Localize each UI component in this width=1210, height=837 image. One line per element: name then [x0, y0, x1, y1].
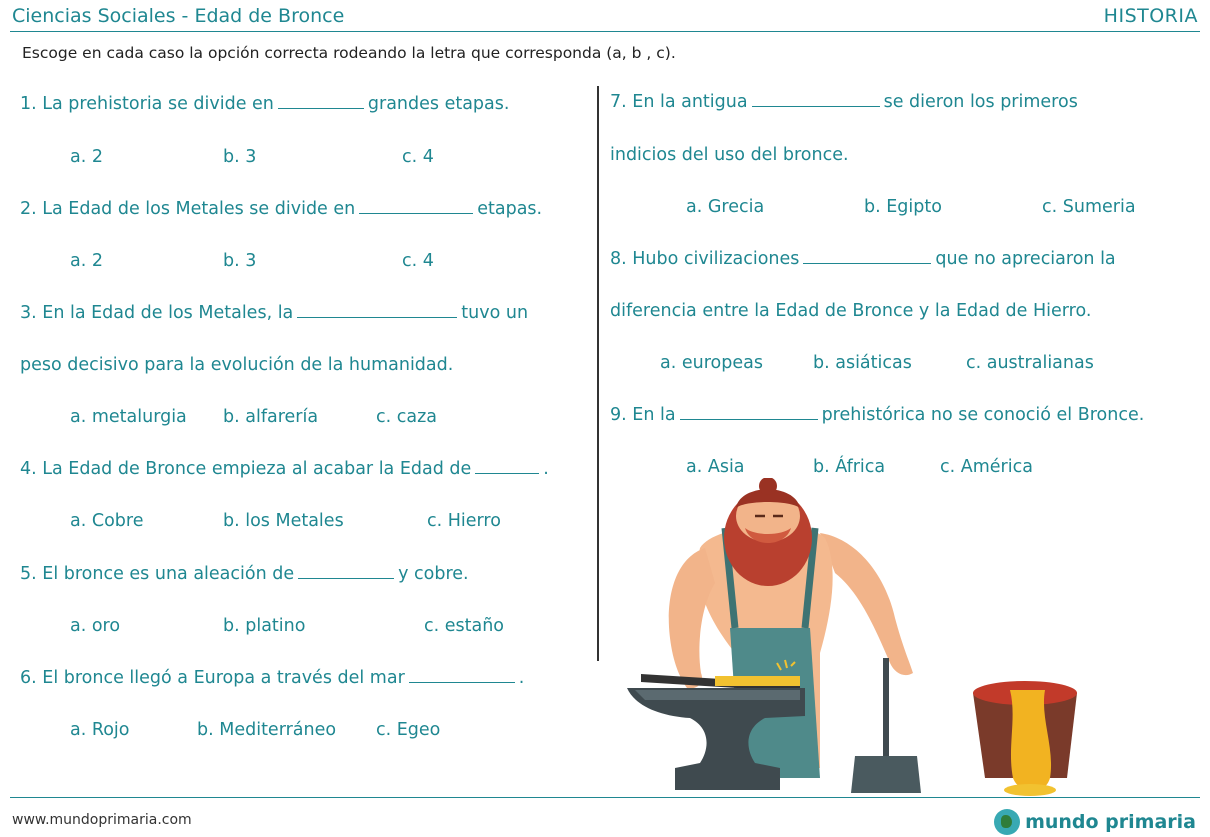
option-b[interactable]: b. alfarería [223, 407, 319, 427]
answer-blank [680, 405, 818, 420]
option-a[interactable]: a. 2 [70, 251, 103, 271]
answer-blank [297, 303, 457, 318]
blacksmith-illustration [605, 478, 1105, 798]
option-a[interactable]: a. 2 [70, 147, 103, 167]
arm-right [820, 533, 913, 675]
question-text: que no apreciaron la [935, 249, 1116, 269]
option-c[interactable]: c. australianas [966, 353, 1094, 373]
option-a[interactable]: a. Rojo [70, 720, 130, 740]
question-text: . [518, 668, 525, 688]
question-text: . [543, 459, 549, 479]
option-b[interactable]: b. asiáticas [813, 353, 912, 373]
question-text: 4. La Edad de Bronce empieza al acabar la Edad de [20, 459, 472, 479]
shovel-handle [883, 658, 889, 758]
question-text: 5. El bronce es una aleación de [20, 564, 295, 584]
option-c[interactable]: c. 4 [402, 251, 434, 271]
logo-text: mundo primaria [1025, 811, 1196, 833]
column-divider [597, 86, 599, 661]
option-b[interactable]: b. Mediterráneo [197, 720, 337, 740]
question-4 [20, 459, 549, 479]
question-1 [20, 94, 509, 114]
anvil-top [635, 690, 800, 700]
question-text: y cobre. [398, 564, 469, 584]
question-7-line-2: indicios del uso del bronce. [610, 145, 849, 165]
option-c[interactable]: c. Hierro [427, 511, 501, 531]
option-a[interactable]: a. oro [70, 616, 121, 636]
question-2 [20, 199, 542, 219]
arm-left [669, 548, 715, 688]
option-c[interactable]: c. América [940, 457, 1033, 477]
question-8-line-2: diferencia entre la Edad de Bronce y la Edad de Hierro. [610, 301, 1092, 321]
question-7 [610, 92, 1078, 112]
question-text: grandes etapas. [367, 94, 510, 114]
question-text: 2. La Edad de los Metales se divide en [20, 199, 356, 219]
answer-blank [359, 199, 473, 214]
option-b[interactable]: b. platino [223, 616, 306, 636]
question-text: 3. En la Edad de los Metales, la [20, 303, 294, 323]
option-c[interactable]: c. Egeo [376, 720, 441, 740]
answer-blank [409, 668, 515, 683]
question-9 [610, 405, 1144, 425]
question-text: 7. En la antigua [610, 92, 748, 112]
question-6 [20, 668, 524, 688]
answer-blank [803, 249, 931, 264]
option-c[interactable]: c. Sumeria [1042, 197, 1136, 217]
header-divider [10, 31, 1200, 32]
molten-puddle [1004, 784, 1056, 796]
option-b[interactable]: b. 3 [223, 147, 257, 167]
site-logo[interactable] [994, 809, 1196, 835]
question-3 [20, 303, 528, 323]
question-text: 6. El bronce llegó a Europa a través del mar [20, 668, 405, 688]
option-a[interactable]: a. Asia [686, 457, 745, 477]
answer-blank [278, 94, 364, 109]
question-3-line-2: peso decisivo para la evolución de la humanidad. [20, 355, 454, 375]
question-text: 8. Hubo civilizaciones [610, 249, 800, 269]
subject-label: HISTORIA [1103, 5, 1198, 27]
option-c[interactable]: c. caza [376, 407, 438, 427]
instructions: Escoge en cada caso la opción correcta rodeando la letra que corresponda (a, b , c). [22, 44, 676, 62]
option-b[interactable]: b. Egipto [864, 197, 942, 217]
question-8 [610, 249, 1116, 269]
question-text: etapas. [477, 199, 543, 219]
question-text: 9. En la [610, 405, 676, 425]
option-a[interactable]: a. Cobre [70, 511, 144, 531]
question-text: se dieron los primeros [883, 92, 1078, 112]
hot-metal [715, 676, 800, 686]
question-text: 1. La prehistoria se divide en [20, 94, 274, 114]
option-c[interactable]: c. estaño [424, 616, 505, 636]
option-a[interactable]: a. metalurgia [70, 407, 187, 427]
globe-icon [994, 809, 1020, 835]
option-b[interactable]: b. los Metales [223, 511, 344, 531]
footer-divider [10, 797, 1200, 798]
question-text: tuvo un [461, 303, 529, 323]
answer-blank [475, 459, 539, 474]
option-b[interactable]: b. África [813, 457, 886, 477]
option-a[interactable]: a. Grecia [686, 197, 765, 217]
option-c[interactable]: c. 4 [402, 147, 434, 167]
option-b[interactable]: b. 3 [223, 251, 257, 271]
shovel-blade [851, 756, 921, 793]
page-title: Ciencias Sociales - Edad de Bronce [12, 5, 345, 27]
answer-blank [752, 92, 880, 107]
footer-url[interactable]: www.mundoprimaria.com [12, 812, 192, 828]
answer-blank [298, 564, 394, 579]
question-5 [20, 564, 469, 584]
question-text: prehistórica no se conoció el Bronce. [821, 405, 1145, 425]
option-a[interactable]: a. europeas [660, 353, 763, 373]
